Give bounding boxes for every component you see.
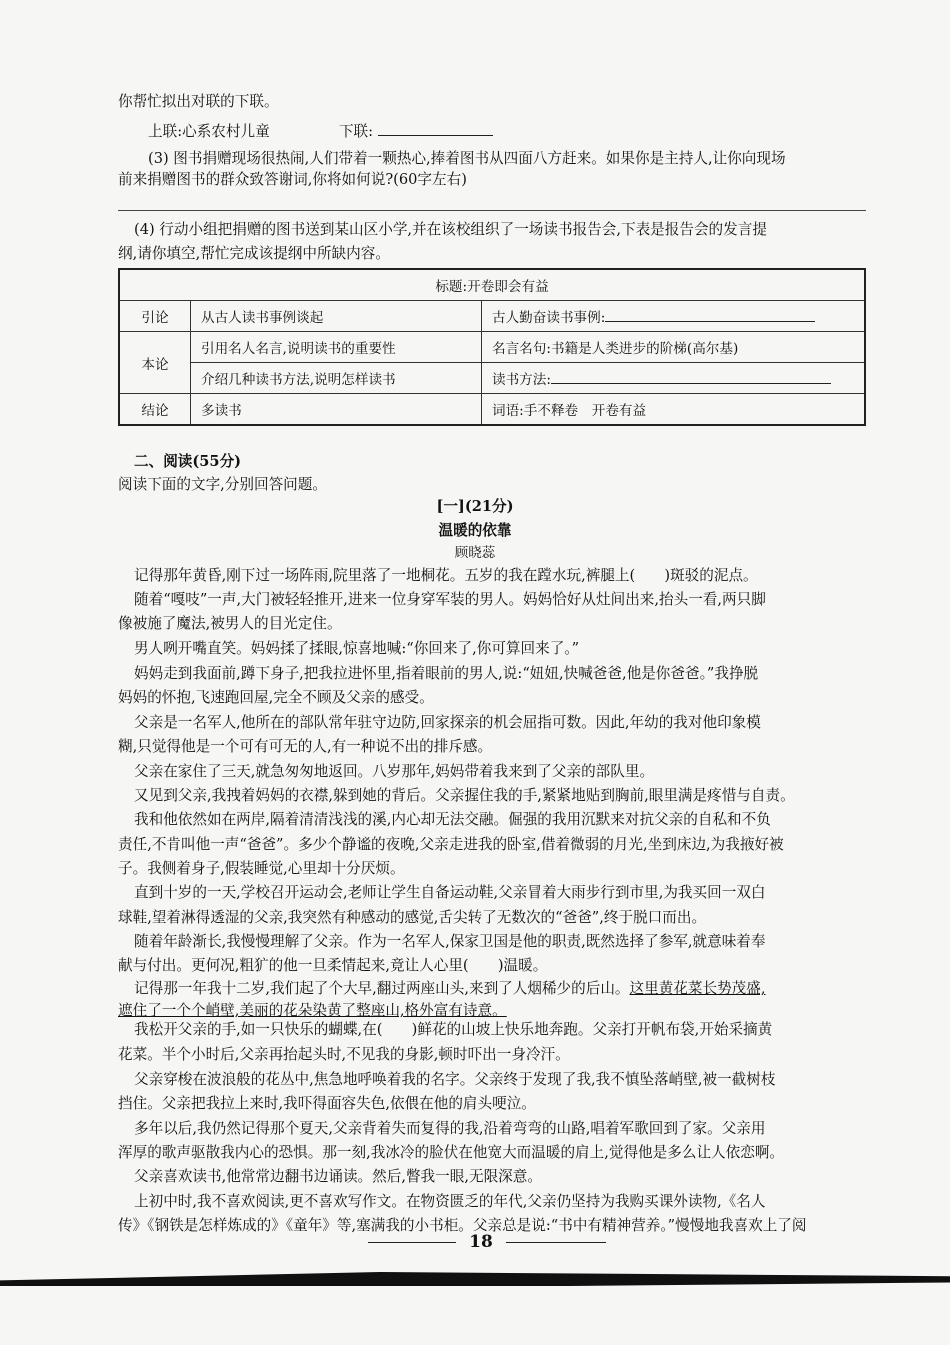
article-paragraph-line: 浑厚的歌声驱散我内心的恐惧。那一刻,我冰冷的脸伏在他宽大而温暖的肩上,觉得他是多么让人依恋啊。 bbox=[118, 1144, 785, 1161]
article-paragraph-line: 又见到父亲,我拽着妈妈的衣襟,躲到她的背后。父亲握住我的手,紧紧地贴到胸前,眼里满是疼惜与自责。 bbox=[134, 787, 795, 804]
ancient-example-blank[interactable] bbox=[605, 307, 815, 322]
article-paragraph-line: 子。我侧着身子,假装睡觉,心里却十分厌烦。 bbox=[118, 860, 405, 877]
article-paragraph-line: 父亲穿梭在波浪般的花丛中,焦急地呼唤着我的名字。父亲终于发现了我,我不慎坠落峭壁,被一截树枝 bbox=[134, 1071, 776, 1088]
article-title: 温暖的依靠 bbox=[438, 522, 512, 539]
article-paragraph-line: 花菜。半个小时后,父亲再抬起头时,不见我的身影,顿时吓出一身冷汗。 bbox=[118, 1046, 570, 1063]
outline-conclusion-words: 词语:手不释卷 开卷有益 bbox=[482, 394, 866, 426]
outline-title: 标题:开卷即会有益 bbox=[119, 269, 865, 301]
outline-body-content-2: 介绍几种读书方法,说明怎样读书 bbox=[191, 363, 482, 394]
article-paragraph-line: 献与付出。更何况,粗犷的他一旦柔情起来,竟让人心里( )温暖。 bbox=[118, 957, 548, 974]
outline-intro-content: 从古人读书事例谈起 bbox=[191, 301, 482, 332]
question-3-line-2: 前来捐赠图书的群众致答谢词,你将如何说?(60字左右) bbox=[118, 171, 467, 188]
outline-intro-label: 引论 bbox=[119, 301, 191, 332]
article-paragraph-line: 多年以后,我仍然记得那个夏天,父亲背着失而复得的我,沿着弯弯的山路,唱着军歌回到了家。父亲用 bbox=[134, 1120, 766, 1137]
article-paragraph-line: 父亲喜欢读书,他常常边翻书边诵读。然后,瞥我一眼,无限深意。 bbox=[134, 1168, 542, 1185]
article-paragraph-line: 随着“嘎吱”一声,大门被轻轻推开,进来一位身穿军装的男人。妈妈恰好从灶间出来,抬头一看,两只脚 bbox=[134, 591, 766, 608]
ancient-example-label: 古人勤奋读书事例: bbox=[492, 310, 606, 326]
article-text: 记得那一年我十二岁,我们起了个大早,翻过两座山头,来到了人烟稀少的后山。 bbox=[134, 980, 630, 997]
underlined-sentence-end: 遮住了一个个峭壁,美丽的花朵染黄了整座山,格外富有诗意。 bbox=[118, 1002, 507, 1019]
question-tail-text: 你帮忙拟出对联的下联。 bbox=[118, 93, 279, 110]
outline-body-label: 本论 bbox=[119, 332, 191, 394]
couplet-line bbox=[148, 121, 493, 142]
reading-instruction: 阅读下面的文字,分别回答问题。 bbox=[118, 476, 327, 493]
article-paragraph-line: 妈妈走到我面前,蹲下身子,把我拉进怀里,指着眼前的男人,说:“妞妞,快喊爸爸,他是你爸爸。”我挣脱 bbox=[134, 665, 759, 682]
article-paragraph-line: 我松开父亲的手,如一只快乐的蝴蝶,在( )鲜花的山坡上快乐地奔跑。父亲打开帆布袋,开始采摘黄 bbox=[134, 1021, 773, 1038]
article-paragraph-line: 直到十岁的一天,学校召开运动会,老师让学生自备运动鞋,父亲冒着大雨步行到市里,为我买回一双白 bbox=[134, 884, 766, 901]
article-paragraph-line: 妈妈的怀抱,飞速跑回屋,完全不顾及父亲的感受。 bbox=[118, 689, 434, 706]
speech-outline-table bbox=[118, 268, 866, 426]
upper-couplet-label: 上联:心系农村儿童 bbox=[148, 123, 270, 140]
article-paragraph-line: 糊,只觉得他是一个可有可无的人,有一种说不出的排斥感。 bbox=[118, 738, 493, 755]
outline-method-answer[interactable] bbox=[482, 363, 866, 394]
question-4-line-2: 纲,请你填空,帮忙完成该提纲中所缺内容。 bbox=[118, 245, 390, 262]
section-heading: 二、阅读(55分) bbox=[134, 453, 242, 470]
outline-conclusion-content: 多读书 bbox=[191, 394, 482, 426]
article-paragraph-line: 男人咧开嘴直笑。妈妈揉了揉眼,惊喜地喊:“你回来了,你可算回来了。” bbox=[134, 640, 580, 657]
part-heading: [一](21分) bbox=[436, 498, 514, 515]
footer-rule-right bbox=[506, 1242, 606, 1243]
footer-rule-left bbox=[368, 1242, 456, 1243]
article-paragraph-line: 球鞋,望着淋得透湿的父亲,我突然有种感动的感觉,舌尖转了无数次的“爸爸”,终于脱口而出。 bbox=[118, 909, 707, 926]
lower-couplet-blank[interactable] bbox=[378, 121, 493, 136]
article-paragraph-line: 记得那年黄昏,刚下过一场阵雨,院里落了一地桐花。五岁的我在蹚水玩,裤腿上( )斑驳的泥点。 bbox=[134, 567, 758, 584]
article-paragraph-line: 上初中时,我不喜欢阅读,更不喜欢写作文。在物资匮乏的年代,父亲仍坚持为我购买课外读物,《名人 bbox=[134, 1193, 766, 1210]
article-author: 顾晓蕊 bbox=[454, 545, 496, 561]
article-paragraph-line: 传》《钢铁是怎样炼成的》《童年》等,塞满我的小书柜。父亲总是说:“书中有精神营养。”慢慢地我喜欢上了阅 bbox=[118, 1217, 807, 1234]
question-3-line-1: (3) 图书捐赠现场很热闹,人们带着一颗热心,捧着图书从四面八方赶来。如果你是主持人,让你向现场 bbox=[148, 150, 786, 167]
article-paragraph-line: 挡住。父亲把我拉上来时,我吓得面容失色,依偎在他的肩头哽泣。 bbox=[118, 1095, 536, 1112]
article-paragraph-line: 父亲在家住了三天,就急匆匆地返回。八岁那年,妈妈带着我来到了父亲的部队里。 bbox=[134, 763, 655, 780]
lower-couplet-label: 下联: bbox=[338, 123, 374, 140]
question-4-line-1: (4) 行动小组把捐赠的图书送到某山区小学,并在该校组织了一场读书报告会,下表是报告会的发言提 bbox=[134, 221, 767, 238]
reading-method-blank[interactable] bbox=[551, 369, 831, 384]
outline-body-quote: 名言名句:书籍是人类进步的阶梯(高尔基) bbox=[482, 332, 866, 363]
underlined-sentence-start: 这里黄花菜长势茂盛, bbox=[629, 980, 766, 997]
outline-body-content-1: 引用名人名言,说明读书的重要性 bbox=[191, 332, 482, 363]
article-paragraph-line: 责任,不肯叫他一声“爸爸”。多少个静谧的夜晚,父亲走进我的卧室,借着微弱的月光,坐到床边,为我掖好被 bbox=[118, 836, 784, 853]
outline-conclusion-label: 结论 bbox=[119, 394, 191, 426]
article-paragraph-line: 父亲是一名军人,他所在的部队常年驻守边防,回家探亲的机会屈指可数。因此,年幼的我对他印象模 bbox=[134, 714, 761, 731]
answer-line[interactable] bbox=[118, 210, 866, 211]
article-paragraph-line: 我和他依然如在两岸,隔着清清浅浅的溪,内心却无法交融。倔强的我用沉默来对抗父亲的自私和不负 bbox=[134, 811, 771, 828]
page-number: 18 bbox=[469, 1232, 493, 1252]
outline-intro-answer[interactable] bbox=[482, 301, 866, 332]
article-paragraph-line bbox=[134, 979, 766, 999]
article-paragraph-line: 随着年龄渐长,我慢慢理解了父亲。作为一名军人,保家卫国是他的职责,既然选择了参军,就意味着奉 bbox=[134, 933, 766, 950]
reading-method-label: 读书方法: bbox=[492, 372, 551, 388]
scan-edge-shadow bbox=[0, 1272, 950, 1286]
article-paragraph-line: 像被施了魔法,被男人的目光定住。 bbox=[118, 615, 342, 632]
